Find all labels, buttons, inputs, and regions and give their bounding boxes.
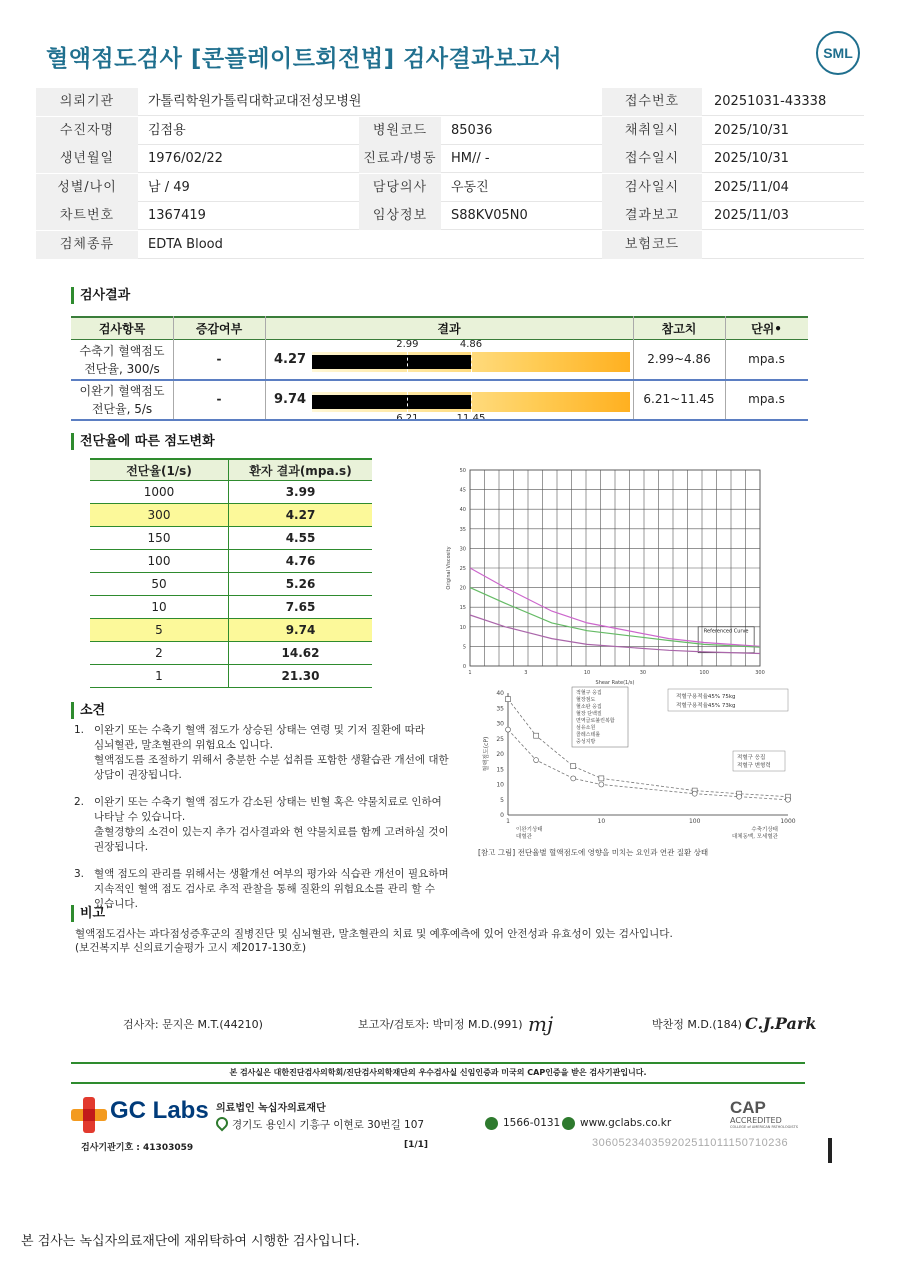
x-tick-label: 30 <box>639 670 647 676</box>
result-item-line2: 전단율, 300/s <box>84 362 160 376</box>
opinion-number: 3. <box>74 868 85 880</box>
y-tick-label: 25 <box>459 566 466 572</box>
reference-marker <box>407 392 408 412</box>
tester-signature: 검사자: 문지은 M.T.(44210) <box>123 1018 263 1031</box>
website[interactable]: www.gclabs.co.kr <box>580 1117 672 1129</box>
y-tick-label: 10 <box>459 624 466 631</box>
y-tick-label: 0 <box>500 812 504 819</box>
result-bar <box>312 392 630 412</box>
legend-entry: 적혈구용적율45% 75kg <box>676 694 736 700</box>
y-tick-label: 5 <box>462 644 466 651</box>
result-bar <box>312 352 630 372</box>
opinion-line: 지속적인 혈액 점도 검사로 추적 관찰을 통해 질환의 위험요소를 관리 할 수 <box>94 883 436 895</box>
info-value: 남 / 49 <box>148 179 190 195</box>
x-tick-label: 1 <box>506 818 510 825</box>
info-label: 보험코드 <box>602 231 702 259</box>
info-label: 접수번호 <box>602 88 702 116</box>
x-tick-label: 100 <box>688 818 701 825</box>
shear-row <box>90 665 372 688</box>
y-axis-label: Original Viscosity <box>446 546 452 590</box>
remark-title: 비고 <box>71 905 105 922</box>
info-value: HM// - <box>451 151 490 166</box>
info-label: 임상정보 <box>359 202 441 230</box>
ref-low-label: 2.99 <box>396 339 419 350</box>
factor-label: 섬유소원 <box>576 725 596 731</box>
y-tick-label: 35 <box>459 526 466 533</box>
institution-number: 검사기관기호 : 41303059 <box>81 1143 194 1153</box>
shear-rate: 2 <box>155 646 163 660</box>
reference-marker <box>407 352 408 372</box>
y-tick-label: 45 <box>459 487 466 494</box>
shear-row <box>90 596 372 619</box>
shear-result: 4.27 <box>285 508 316 522</box>
reporter-signature: 보고자/검토자: 박미정 M.D.(991) <box>358 1018 523 1031</box>
y-tick-label: 40 <box>459 507 466 514</box>
factor-label: 혈장 단백질 <box>576 711 602 717</box>
header-result: 결과 <box>437 322 461 336</box>
info-value: 2025/10/31 <box>714 151 789 166</box>
y-axis-label: 혈액점도(cP) <box>483 736 490 772</box>
result-unit: mpa.s <box>748 352 785 366</box>
annotation-label: Referenced Curve <box>703 628 749 635</box>
home-icon <box>562 1117 575 1130</box>
opinion-line: 심뇌혈관, 말초혈관의 위험요소 입니다. <box>94 739 273 751</box>
remark-text <box>75 927 795 955</box>
shear-rate: 50 <box>151 577 167 591</box>
opinion-text <box>94 723 464 783</box>
y-tick-label: 40 <box>496 690 504 697</box>
shear-result: 3.99 <box>285 485 316 499</box>
y-tick-label: 20 <box>459 585 466 592</box>
remark-line2: (보건복지부 신의료기술평가 고시 제2017-130호) <box>75 942 307 954</box>
shear-divider <box>228 458 229 688</box>
doctor-signature: 박찬정 M.D.(184) <box>652 1018 742 1031</box>
opinion-text <box>94 795 464 855</box>
y-tick-label: 20 <box>496 751 504 758</box>
shear-result: 7.65 <box>285 600 316 614</box>
factor-label: 콜레스테롤 <box>576 732 601 738</box>
rbc-legend-label: 적혈구 변형력 <box>737 763 771 769</box>
shear-row <box>90 619 372 642</box>
shear-row <box>90 642 372 665</box>
phone-number: 1566-0131 <box>503 1117 561 1129</box>
data-point <box>571 764 576 769</box>
factor-label: 적혈구 응집 <box>576 690 602 696</box>
data-point <box>534 733 539 738</box>
data-point <box>599 782 604 787</box>
factor-label: 혈소판 응집 <box>576 704 602 710</box>
page-number: [1/1] <box>404 1140 429 1150</box>
y-tick-label: 15 <box>496 766 504 774</box>
gc-labs-logo: GC Labs <box>110 1097 209 1124</box>
reporter-handwriting: mj <box>528 1012 554 1036</box>
result-item-line1: 수축기 혈액점도 <box>79 344 165 358</box>
info-label: 수진자명 <box>36 117 138 145</box>
result-change: - <box>216 392 222 406</box>
info-value: 2025/10/31 <box>714 122 789 138</box>
info-label: 생년월일 <box>36 145 138 173</box>
x-tick-label: 1 <box>468 670 472 676</box>
info-value: 2025/11/03 <box>714 208 789 223</box>
y-tick-label: 30 <box>459 546 466 553</box>
info-value: 가톨릭학원가톨릭대학교대전성모병원 <box>148 94 362 109</box>
shear-row <box>90 481 372 504</box>
opinion-line: 나타날 수 있습니다. <box>94 811 186 823</box>
result-unit: mpa.s <box>748 392 785 406</box>
shear-rate: 300 <box>147 508 171 522</box>
y-tick-label: 10 <box>496 781 504 789</box>
shear-row <box>90 550 372 573</box>
shear-rate: 5 <box>155 623 163 637</box>
data-point <box>571 776 576 781</box>
address: 경기도 용인시 기흥구 이현로 30번길 107 <box>232 1119 425 1131</box>
result-item-name <box>71 342 173 378</box>
factor-label: 면역글로불린복합 <box>576 718 615 724</box>
foundation-name: 의료법인 녹십자의료재단 <box>216 1103 326 1114</box>
info-label: 담당의사 <box>359 174 441 202</box>
opinion-line: 이완기 또는 수축기 혈액 점도가 감소된 상태는 빈혈 혹은 약물치료로 인하여 <box>94 796 442 808</box>
x-tick-label: 3 <box>524 670 528 676</box>
certification-band: 본 검사실은 대한진단검사의학회/진단검사의학재단의 우수검사실 신임인증과 미국의 CAP인증을 받은 검사기관입니다. <box>71 1062 805 1084</box>
shear-header-result: 환자 결과(mpa.s) <box>249 464 352 478</box>
shear-header-rate: 전단율(1/s) <box>126 464 192 478</box>
shear-row <box>90 504 372 527</box>
cap-college: COLLEGE of AMERICAN PATHOLOGISTS <box>730 1125 798 1129</box>
shear-rate: 100 <box>147 554 171 568</box>
y-tick-label: 0 <box>462 664 466 670</box>
sml-logo <box>815 30 861 76</box>
opinion-title: 소견 <box>71 702 105 719</box>
opinion-line: 혈액 점도의 관리를 위해서는 생활개선 여부의 평가와 식습관 개선이 필요하며 <box>94 868 449 880</box>
info-row <box>36 145 864 173</box>
info-label: 접수일시 <box>602 145 702 173</box>
page-title: 혈액점도검사 [콘플레이트회전법] 검사결과보고서 <box>46 46 563 72</box>
info-value: 1367419 <box>148 208 206 223</box>
reference-marker <box>471 392 472 412</box>
doctor-handwriting: C.J.Park <box>745 1014 817 1033</box>
sml-logo-text: SML <box>823 45 853 61</box>
info-value: 김점용 <box>148 122 186 138</box>
opinion-number: 2. <box>74 796 85 808</box>
info-value: EDTA Blood <box>148 236 223 252</box>
cap-accredited: ACCREDITED <box>730 1116 782 1125</box>
shear-result: 9.74 <box>285 623 316 637</box>
shear-row <box>90 573 372 596</box>
x-tick-label: 10 <box>583 670 591 676</box>
opinion-line: 권장됩니다. <box>94 841 149 853</box>
info-row <box>36 231 864 259</box>
x-tick-label: 10 <box>597 818 606 825</box>
x-tick-label: 100 <box>699 670 709 676</box>
opinion-text <box>94 867 464 912</box>
info-value: 20251031-43338 <box>714 94 827 109</box>
data-point <box>692 791 697 796</box>
viscosity-curve-chart <box>440 462 770 687</box>
rbc-legend-label: 적혈구 응집 <box>737 755 766 761</box>
result-item-line1: 이완기 혈액점도 <box>79 384 165 398</box>
y-tick-label: 15 <box>459 605 466 612</box>
opinion-number: 1. <box>74 724 85 736</box>
result-bar-fill <box>312 395 471 409</box>
reference-figure-chart <box>478 685 813 860</box>
shear-result: 5.26 <box>285 577 316 591</box>
row-separator <box>71 419 808 421</box>
shear-section-title: 전단율에 따른 점도변화 <box>71 433 215 450</box>
y-tick-label: 35 <box>496 705 504 713</box>
result-value: 9.74 <box>274 392 307 407</box>
info-value: 1976/02/22 <box>148 151 223 166</box>
factors-box <box>572 687 628 747</box>
result-ref: 6.21~11.45 <box>643 392 715 406</box>
x-tick-label: 300 <box>755 670 765 676</box>
x-tick-label: 1000 <box>780 818 796 825</box>
column-divider <box>265 316 266 420</box>
x-left-note: 이완기상태 <box>516 827 543 833</box>
results-header <box>71 316 808 340</box>
result-ref: 2.99~4.86 <box>647 352 711 366</box>
data-point <box>737 794 742 799</box>
result-bar-fill <box>312 355 471 369</box>
remark-line1: 혈액점도검사는 과다점성증후군의 질병진단 및 심뇌혈관, 말초혈관의 치료 및 예후예측에 있어 안전성과 유효성이 있는 검사입니다. <box>75 928 673 940</box>
factor-label: 중성지방 <box>576 739 596 745</box>
reference-marker <box>471 352 472 372</box>
header-change: 증감여부 <box>195 322 243 336</box>
info-row <box>36 88 864 116</box>
info-value: 85036 <box>451 122 493 138</box>
opinion-line: 혈액점도를 조절하기 위해서 충분한 수분 섭취를 포함한 생활습관 개선에 대한 <box>94 754 449 766</box>
opinion-line: 이완기 또는 수축기 혈액 점도가 상승된 상태는 연령 및 기저 질환에 따라 <box>94 724 425 736</box>
results-section-title: 검사결과 <box>71 287 130 304</box>
result-item-name <box>71 382 173 418</box>
factor-label: 혈장점도 <box>576 697 596 703</box>
y-tick-label: 30 <box>496 720 504 728</box>
info-label: 진료과/병동 <box>359 145 441 173</box>
shear-row <box>90 527 372 550</box>
info-value: 2025/11/04 <box>714 179 789 195</box>
location-pin-icon <box>214 1115 231 1132</box>
result-change: - <box>216 352 222 366</box>
shear-header <box>90 458 372 481</box>
legend-entry: 적혈구용적율45% 73kg <box>676 703 736 709</box>
result-item-line2: 전단율, 5/s <box>91 402 153 416</box>
cap-logo <box>730 1100 800 1129</box>
data-point <box>599 776 604 781</box>
phone-icon <box>485 1117 498 1130</box>
info-value: S88KV05N0 <box>451 208 528 223</box>
opinion-line: 있습니다. <box>94 898 138 910</box>
shear-result: 4.55 <box>285 531 316 545</box>
opinion-line: 상담이 권장됩니다. <box>94 769 182 781</box>
bottom-note: 본 검사는 녹십자의료재단에 재위탁하여 시행한 검사입니다. <box>21 1234 360 1249</box>
y-tick-label: 50 <box>459 468 466 474</box>
info-label: 의뢰기관 <box>36 88 138 116</box>
result-value: 4.27 <box>274 352 307 367</box>
shear-rate: 150 <box>147 531 171 545</box>
header-ref: 참고치 <box>661 322 697 336</box>
shear-rate: 1 <box>155 669 163 683</box>
x-axis-label: Shear Rate(1/s) <box>595 680 635 686</box>
info-label: 병원코드 <box>359 117 441 145</box>
ref-high-label: 4.86 <box>459 339 483 350</box>
header-item: 검사항목 <box>98 322 146 336</box>
info-label: 검체종류 <box>36 231 138 259</box>
info-row <box>36 117 864 145</box>
info-value: 우동진 <box>451 179 489 195</box>
y-tick-label: 5 <box>500 796 504 804</box>
info-row <box>36 174 864 202</box>
figure-caption: [참고 그림] 전단율별 혈액점도에 영향을 미치는 요인과 연관 질환 상태 <box>478 848 709 857</box>
row-separator <box>71 379 808 381</box>
shear-rate: 10 <box>151 600 167 614</box>
x-right-note: 대체동맥, 모세혈관 <box>731 834 778 840</box>
data-point <box>786 797 791 802</box>
shear-result: 4.76 <box>285 554 316 568</box>
shear-result: 14.62 <box>281 646 320 660</box>
y-tick-label: 25 <box>496 735 504 743</box>
barcode-number: 306052340359202511011150710236 <box>592 1137 789 1149</box>
data-point <box>534 758 539 763</box>
shear-rate: 1000 <box>143 485 175 499</box>
info-row <box>36 202 864 230</box>
series-line <box>508 699 788 797</box>
info-label: 성별/나이 <box>36 174 138 202</box>
info-label: 채취일시 <box>602 117 702 145</box>
header-unit: 단위• <box>751 322 782 336</box>
opinion-line: 출혈경향의 소견이 있는지 추가 검사결과와 현 약물치료를 함께 고려하실 것이 <box>94 826 449 838</box>
gc-cross-icon <box>71 1097 107 1133</box>
cap-text: CAP <box>730 1098 766 1117</box>
shear-result: 21.30 <box>281 669 320 683</box>
x-left-note: 대혈관 <box>516 834 532 840</box>
edge-marker <box>828 1138 832 1163</box>
info-label: 차트번호 <box>36 202 138 230</box>
data-point <box>506 697 511 702</box>
data-point <box>506 727 511 732</box>
x-right-note: 수축기상태 <box>751 827 778 833</box>
info-label: 결과보고 <box>602 202 702 230</box>
info-label: 검사일시 <box>602 174 702 202</box>
